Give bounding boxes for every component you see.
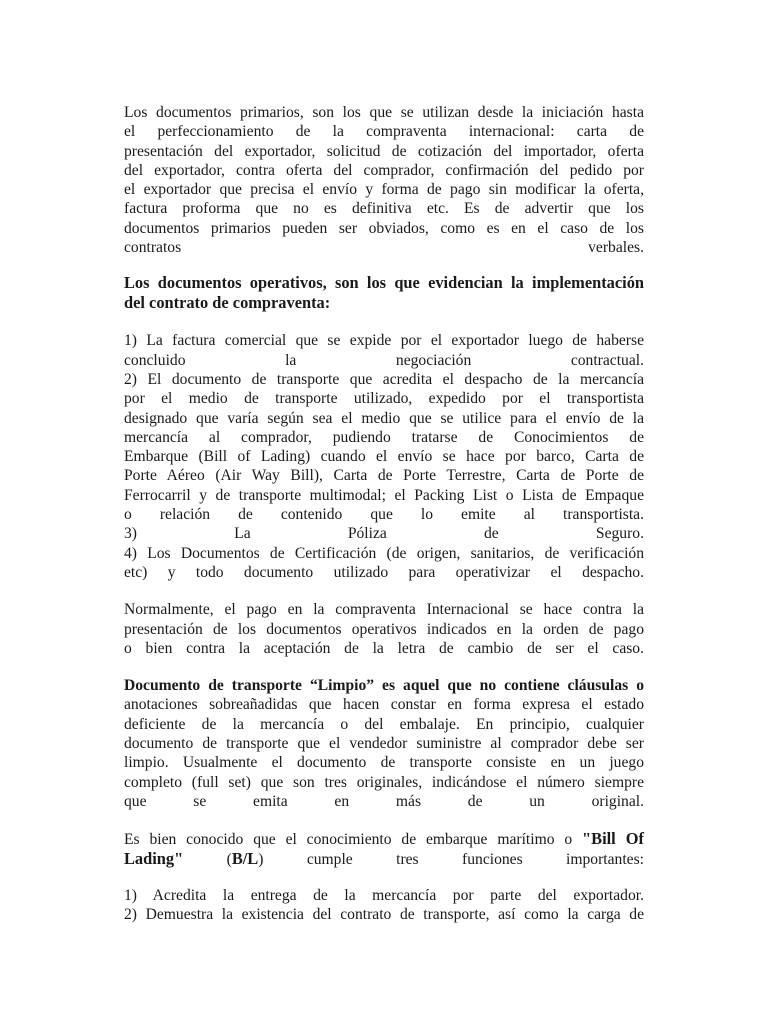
text-line: 4) Los Documentos de Certificación (de origen, sanitarios, de verificación [124,544,644,562]
text-line: Normalmente, el pago en la compraventa Internacional se hace contra la [124,601,644,619]
text-line: documento de transporte que el vendedor suministre al comprador debe ser [124,735,644,753]
text-line: factura proforma que no es definitiva etc. Es de advertir que los [124,200,644,218]
text-line: etc) y todo documento utilizado para operativizar el despacho. [124,563,644,581]
text-line: designado que varía según sea el medio que se utilice para el envío de la [124,409,644,427]
document-page [124,103,644,924]
section-heading-operative-documents [124,273,644,313]
text-line: presentación del exportador, solicitud de cotización del importador, oferta [124,142,644,160]
text-line: el perfeccionamiento de la compraventa internacional: carta de [124,123,644,141]
text-line: deficiente de la mercancía o del embalaje. En principio, cualquier [124,715,644,733]
text-line: Ferrocarril y de transporte multimodal; el Packing List o Lista de Empaque [124,486,644,504]
text-line: completo (full set) que son tres originales, indicándose el número siempre [124,773,644,791]
text-line [124,849,644,868]
bold-term: B/L [231,848,259,868]
text-line [124,829,644,848]
text-line: limpio. Usualmente el documento de transporte consiste en un juego [124,754,644,772]
text-line: Porte Aéreo (Air Way Bill), Carta de Porte Terrestre, Carta de Porte de [124,467,644,485]
heading-line: del contrato de compraventa: [124,293,331,313]
text-line: concluido la negociación contractual. [124,351,644,369]
text-line: o relación de contenido que lo emite al transportista. [124,506,644,524]
text-line: presentación de los documentos operativos indicados en la orden de pago [124,620,644,638]
text-line: el exportador que precisa el envío y forma de pago sin modificar la oferta, [124,181,644,199]
text-line: 2) El documento de transporte que acredita el despacho de la mercancía [124,370,644,388]
text-line: 3) La Póliza de Seguro. [124,525,644,543]
heading-line: Los documentos operativos, son los que evidencian la implementación [124,273,644,293]
bold-term: "Bill Of [582,829,645,849]
text-run: Es bien conocido que el conocimiento de embarque marítimo o [124,831,583,849]
text-line: mercancía al comprador, pudiendo tratarse de Conocimientos de [124,428,644,446]
text-line: contratos verbales. [124,239,644,257]
paragraph-functions [124,886,644,925]
text-line: 1) Acredita la entrega de la mercancía por parte del exportador. [124,886,644,904]
text-line: del exportador, contra oferta del comprador, confirmación del pedido por [124,161,644,179]
text-line: 2) Demuestra la existencia del contrato de transporte, así como la carga de [124,906,644,924]
paragraph-operative-list [124,331,644,582]
text-line: 1) La factura comercial que se expide por el exportador luego de haberse [124,332,644,350]
text-run: ) cumple tres funciones importantes: [258,850,644,868]
text-line: que se emita en más de un original. [124,792,644,810]
paragraph-payment [124,600,644,658]
text-line: por el medio de transporte utilizado, expedido por el transportista [124,390,644,408]
paragraph-clean-document [124,676,644,811]
text-line: o bien contra la aceptación de la letra de cambio de ser el caso. [124,639,644,657]
text-line: Los documentos primarios, son los que se utilizan desde la iniciación hasta [124,104,644,121]
text-line: anotaciones sobreañadidas que hacen constar en forma expresa el estado [124,696,644,714]
paragraph-primary-documents [124,103,644,257]
text-run: ( [183,850,232,868]
text-line: Embarque (Bill of Lading) cuando el envío se hace por barco, Carta de [124,448,644,466]
paragraph-bill-of-lading [124,829,644,868]
bold-term: Lading" [124,848,184,868]
text-line: documentos primarios pueden ser obviados, como es en el caso de los [124,219,644,237]
text-line-bold: Documento de transporte “Limpio” es aquel que no contiene cláusulas o [124,677,644,695]
